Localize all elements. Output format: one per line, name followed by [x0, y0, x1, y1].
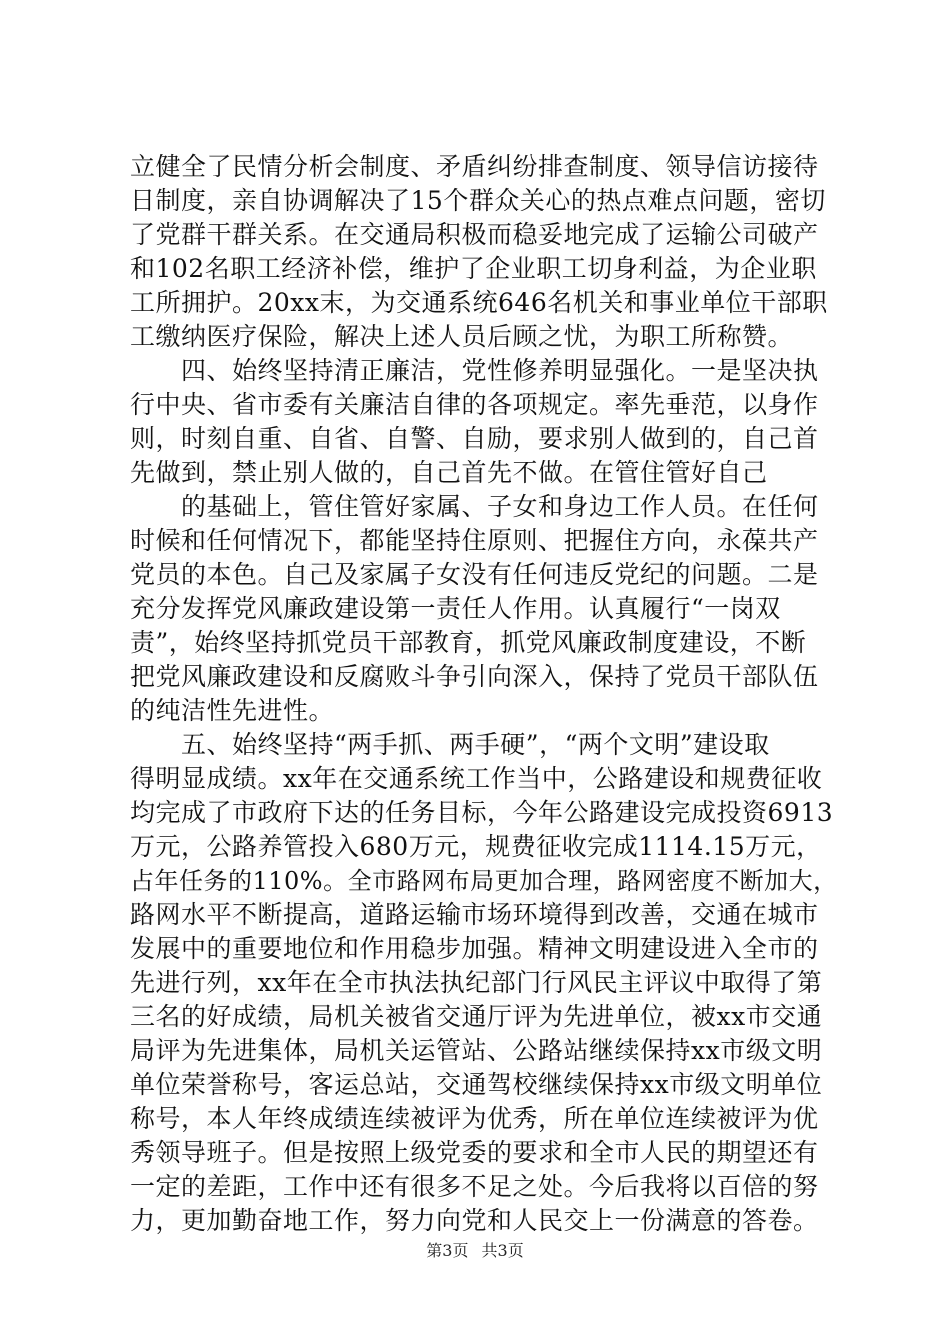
page-number: 第3页 — [426, 1241, 469, 1260]
text-line: 得明显成绩。xx年在交通系统工作当中，公路建设和规费征收 — [130, 764, 823, 793]
text-line: 党员的本色。自己及家属子女没有任何违反党纪的问题。二是 — [130, 560, 819, 589]
text-line: 先做到，禁止别人做的，自己首先不做。在管住管好自己 — [130, 458, 768, 487]
text-line: 行中央、省市委有关廉洁自律的各项规定。率先垂范，以身作 — [130, 390, 819, 419]
text-line: 万元，公路养管投入680万元，规费征收完成1114.15万元， — [130, 832, 822, 861]
page-footer — [0, 1240, 950, 1262]
text-line: 责”，始终坚持抓党员干部教育，抓党风廉政制度建设，不断 — [130, 628, 807, 657]
text-line: 一定的差距，工作中还有很多不足之处。今后我将以百倍的努 — [130, 1172, 819, 1201]
page-total: 共3页 — [481, 1241, 524, 1260]
text-line: 时候和任何情况下，都能坚持住原则、把握住方向，永葆共产 — [130, 526, 819, 555]
text-line: 发展中的重要地位和作用稳步加强。精神文明建设进入全市的 — [130, 934, 819, 963]
text-line: 的纯洁性先进性。 — [130, 696, 335, 725]
text-line: 和102名职工经济补偿，维护了企业职工切身利益，为企业职 — [130, 254, 817, 283]
text-line: 了党群干群关系。在交通局积极而稳妥地完成了运输公司破产 — [130, 220, 819, 249]
text-line: 局评为先进集体，局机关运管站、公路站继续保持xx市级文明 — [130, 1036, 823, 1065]
text-line: 路网水平不断提高，道路运输市场环境得到改善，交通在城市 — [130, 900, 819, 929]
text-line: 力，更加勤奋地工作，努力向党和人民交上一份满意的答卷。 — [130, 1206, 819, 1235]
document-body — [130, 150, 850, 1238]
text-line: 三名的好成绩，局机关被省交通厅评为先进单位，被xx市交通 — [130, 1002, 823, 1031]
text-line: 的基础上，管住管好家属、子女和身边工作人员。在任何 — [130, 492, 819, 521]
text-line: 工缴纳医疗保险，解决上述人员后顾之忧，为职工所称赞。 — [130, 322, 794, 351]
text-line: 充分发挥党风廉政建设第一责任人作用。认真履行“一岗双 — [130, 594, 781, 623]
text-line: 均完成了市政府下达的任务目标，今年公路建设完成投资6913 — [130, 798, 834, 827]
text-line: 先进行列，xx年在全市执法执纪部门行风民主评议中取得了第 — [130, 968, 823, 997]
text-line: 单位荣誉称号，客运总站，交通驾校继续保持xx市级文明单位 — [130, 1070, 823, 1099]
text-line: 占年任务的110%。全市路网布局更加合理，路网密度不断加大， — [130, 867, 838, 895]
text-line: 工所拥护。20xx末，为交通系统646名机关和事业单位干部职 — [130, 288, 828, 317]
text-line: 日制度，亲自协调解决了15个群众关心的热点难点问题，密切 — [130, 186, 826, 215]
text-line: 则，时刻自重、自省、自警、自励，要求别人做到的，自己首 — [130, 424, 819, 453]
text-line: 秀领导班子。但是按照上级党委的要求和全市人民的期望还有 — [130, 1138, 819, 1167]
text-line: 立健全了民情分析会制度、矛盾纠纷排查制度、领导信访接待 — [130, 152, 819, 181]
text-line: 把党风廉政建设和反腐败斗争引向深入，保持了党员干部队伍 — [130, 662, 819, 691]
text-line: 称号，本人年终成绩连续被评为优秀，所在单位连续被评为优 — [130, 1104, 819, 1133]
text-line: 五、始终坚持“两手抓、两手硬”，“两个文明”建设取 — [130, 730, 770, 759]
text-line: 四、始终坚持清正廉洁，党性修养明显强化。一是坚决执 — [130, 356, 819, 385]
